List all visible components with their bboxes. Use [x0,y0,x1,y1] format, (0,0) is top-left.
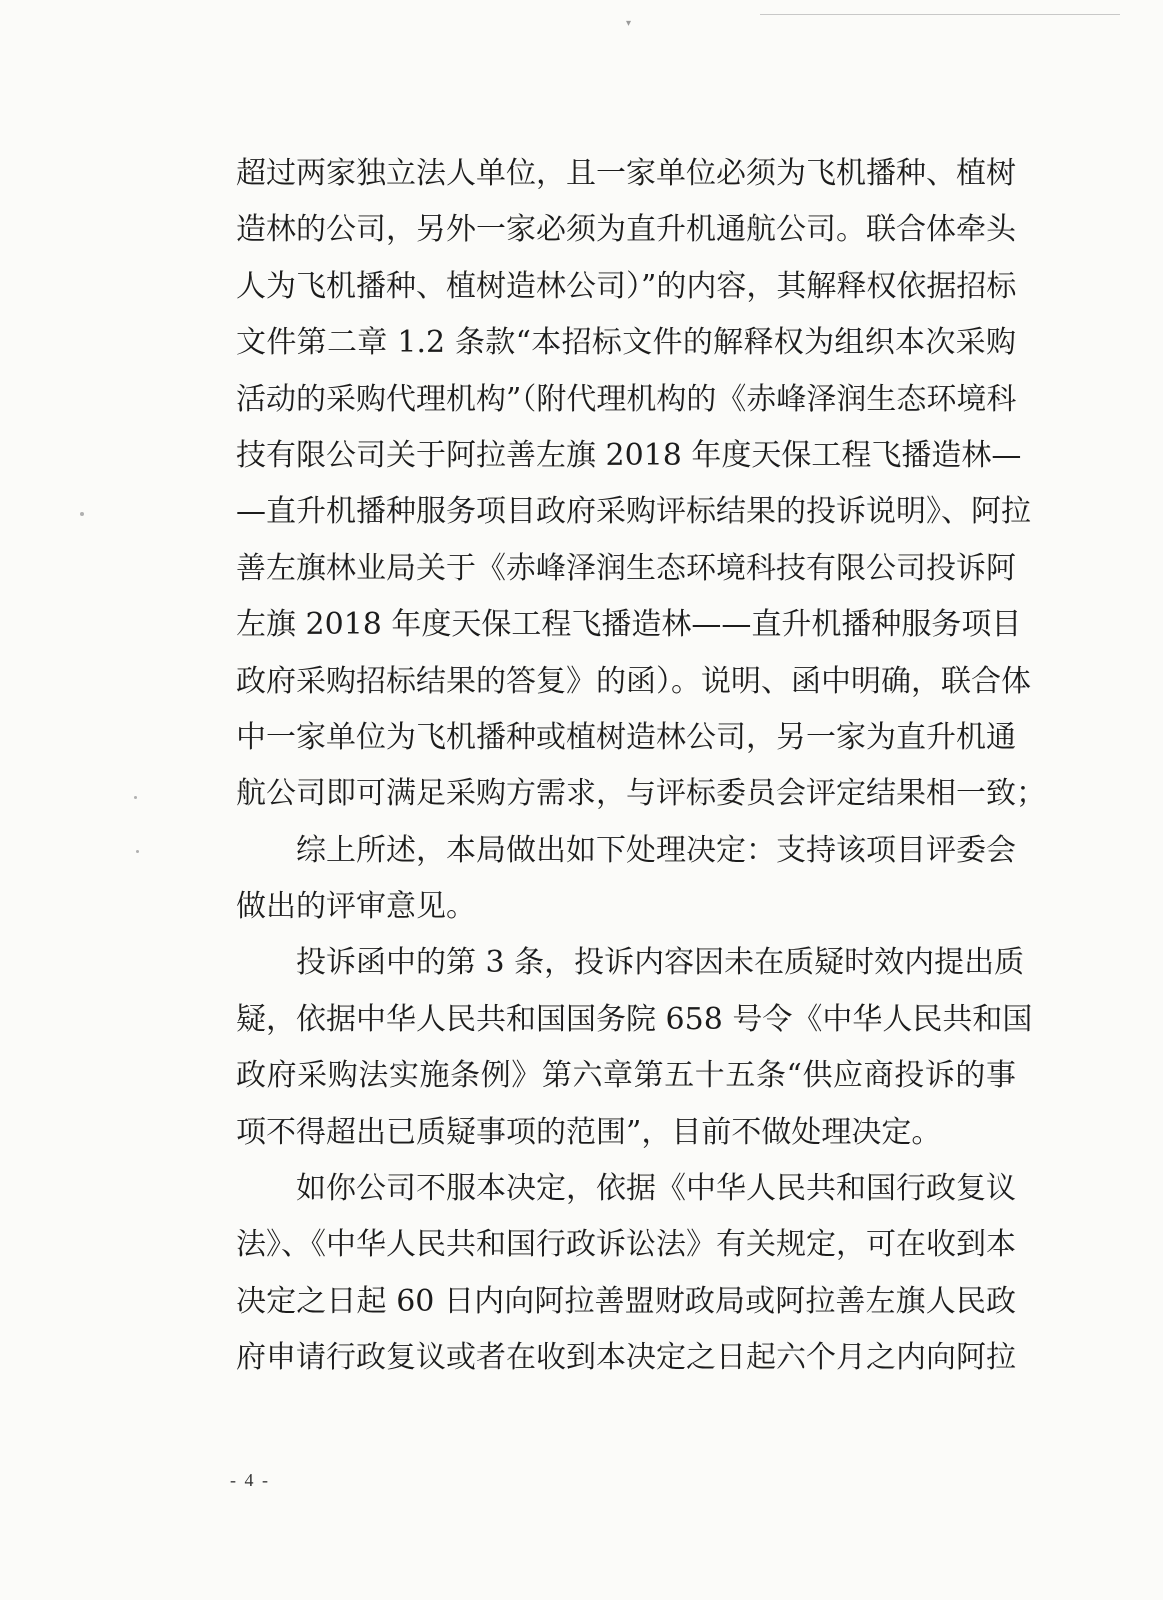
text-line: 文件第二章 1.2 条款“本招标文件的解释权为组织本次采购 [236,325,1016,361]
text-line: 左旗 2018 年度天保工程飞播造林——直升机播种服务项目 [236,607,1022,643]
text-line: 人为飞机播种、植树造林公司）”的内容，其解释权依据招标 [236,268,1017,304]
scan-mark: ▾ [626,18,632,29]
text-line: 中一家单位为飞机播种或植树造林公司，另一家为直升机通 [236,719,1016,755]
text-line: 决定之日起 60 日内向阿拉善盟财政局或阿拉善左旗人民政 [236,1283,1016,1319]
text-line: 航公司即可满足采购方需求，与评标委员会评定结果相一致； [236,776,1046,812]
text-line: 如你公司不服本决定，依据《中华人民共和国行政复议 [296,1171,1016,1207]
scan-top-rule [760,14,1120,15]
text-line: 活动的采购代理机构”（附代理机构的《赤峰泽润生态环境科 [236,381,1017,417]
text-line: 府申请行政复议或者在收到本决定之日起六个月之内向阿拉 [236,1340,1016,1376]
text-line: 善左旗林业局关于《赤峰泽润生态环境科技有限公司投诉阿 [236,550,1016,586]
text-line: 法》、《中华人民共和国行政诉讼法》有关规定，可在收到本 [236,1227,1016,1263]
text-line: 政府采购法实施条例》第六章第五十五条“供应商投诉的事 [236,1058,1016,1094]
text-line: 造林的公司，另外一家必须为直升机通航公司。联合体牵头 [236,212,1016,248]
scan-speck [134,796,137,799]
text-line: 项不得超出已质疑事项的范围”，目前不做处理决定。 [236,1114,942,1150]
text-line: 政府采购招标结果的答复》的函）。说明、函中明确，联合体 [236,663,1031,699]
scan-speck [80,512,84,516]
text-line: 投诉函中的第 3 条，投诉内容因未在质疑时效内提出质 [296,945,1025,981]
page-number: - 4 - [230,1470,270,1490]
scan-speck [136,850,139,853]
text-line: 技有限公司关于阿拉善左旗 2018 年度天保工程飞播造林— [236,437,1022,473]
text-line: 超过两家独立法人单位，且一家单位必须为飞机播种、植树 [236,156,1016,191]
text-line: 做出的评审意见。 [236,889,476,925]
text-line: —直升机播种服务项目政府采购评标结果的投诉说明》、阿拉 [236,494,1031,530]
text-line: 疑，依据中华人民共和国国务院 658 号令《中华人民共和国 [236,1001,1033,1037]
body-text [236,146,1046,1387]
text-line: 综上所述，本局做出如下处理决定：支持该项目评委会 [296,832,1016,868]
